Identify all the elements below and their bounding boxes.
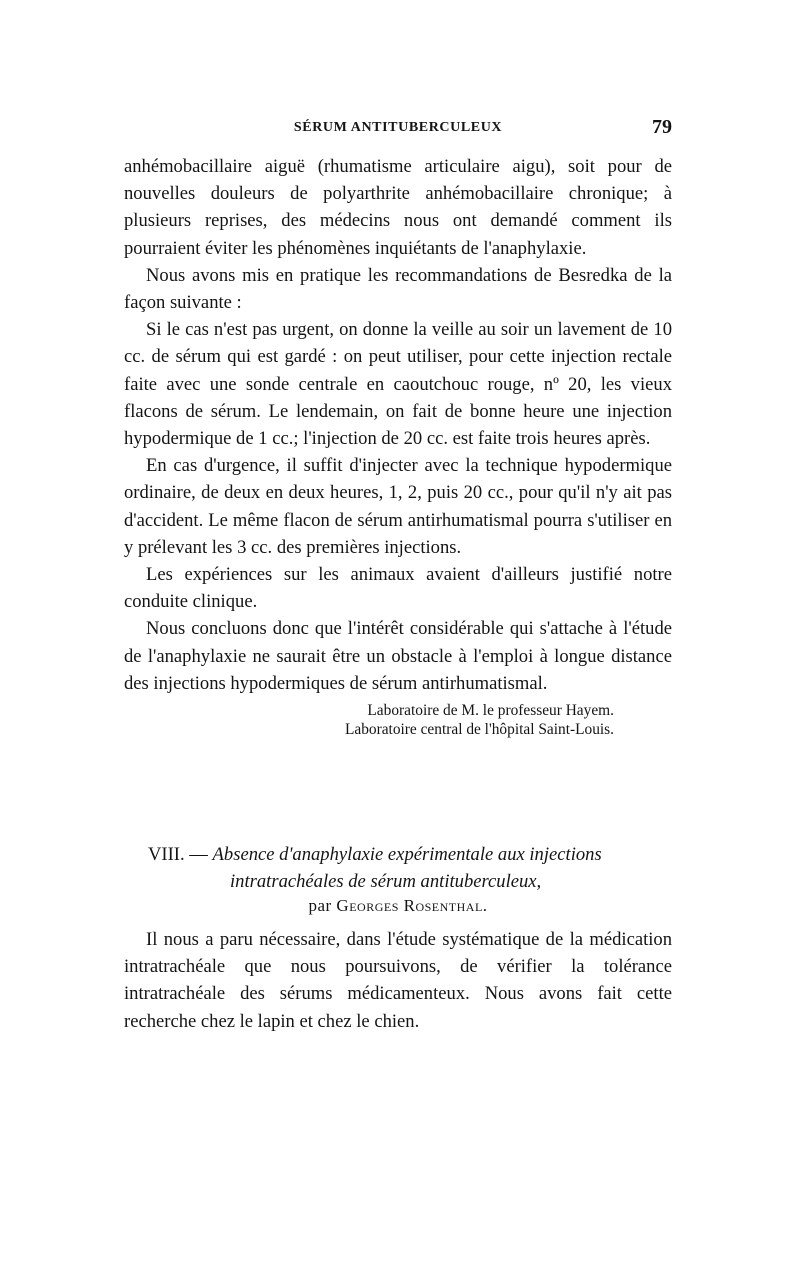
laboratory-signature	[124, 701, 672, 739]
author-byline	[124, 896, 672, 916]
author-name: Georges Rosenthal.	[336, 896, 488, 915]
section-text	[124, 926, 672, 1035]
paragraph-continuation: anhémobacillaire aiguë (rhumatisme articulaire aigu), soit pour de nouvelles douleurs de polyarthrite anhémobacillaire chronique; à plusieurs reprises, des médecins nous ont demandé comment ils pourraient éviter les phénomènes inquiétants de l'anaphylaxie.	[124, 156, 672, 259]
byline-prefix: par	[308, 896, 337, 915]
paragraph: Si le cas n'est pas urgent, on donne la veille au soir un lavement de 10 cc. de sérum qui est gardé : on peut utiliser, pour cette injection rectale faite avec une sonde centrale en caoutchouc rouge, nº 20, les vieux flacons de sérum. Le lendemain, on fait de bonne heure une injection hypodermique de 1 cc.; l'injection de 20 cc. est faite trois heures après.	[124, 319, 672, 450]
section-number: VIII. —	[148, 844, 213, 865]
paragraph: Il nous a paru nécessaire, dans l'étude systématique de la médication intratrachéale que nous poursuivons, de vérifier la tolérance intratrachéale des sérums médicamenteux. Nous avons fait cette recherche chez le lapin et chez le chien.	[124, 929, 672, 1032]
paragraph: Nous concluons donc que l'intérêt considérable qui s'attache à l'étude de l'anaphylaxie ne saurait être un obstacle à l'emploi à longue distance des injections hypodermiques de sérum antirhumatismal.	[124, 618, 672, 694]
signature-line: Laboratoire de M. le professeur Hayem.	[367, 702, 614, 720]
running-header	[124, 116, 672, 142]
section-title-line	[124, 868, 672, 895]
main-text	[124, 153, 672, 739]
paragraph: En cas d'urgence, il suffit d'injecter avec la technique hypodermique ordinaire, de deux en deux heures, 1, 2, puis 20 cc., pour qu'il n'y ait pas d'accident. Le même flacon de sérum antirhumatismal pourra s'utiliser en y prélevant les 3 cc. des premières injections.	[124, 455, 672, 558]
section-heading	[124, 841, 672, 895]
section-title-line	[124, 841, 672, 868]
signature-line: Laboratoire central de l'hôpital Saint-Louis.	[344, 721, 614, 739]
page-number: 79	[652, 116, 672, 138]
running-title: SÉRUM ANTITUBERCULEUX	[293, 120, 503, 135]
section-title-text: Absence d'anaphylaxie expérimentale aux injections	[212, 844, 602, 865]
section-title-text: intratrachéales de sérum antituberculeux,	[230, 871, 542, 892]
paragraph: Les expériences sur les animaux avaient d'ailleurs justifié notre conduite clinique.	[124, 564, 672, 613]
paragraph: Nous avons mis en pratique les recommandations de Besredka de la façon suivante :	[124, 264, 672, 314]
